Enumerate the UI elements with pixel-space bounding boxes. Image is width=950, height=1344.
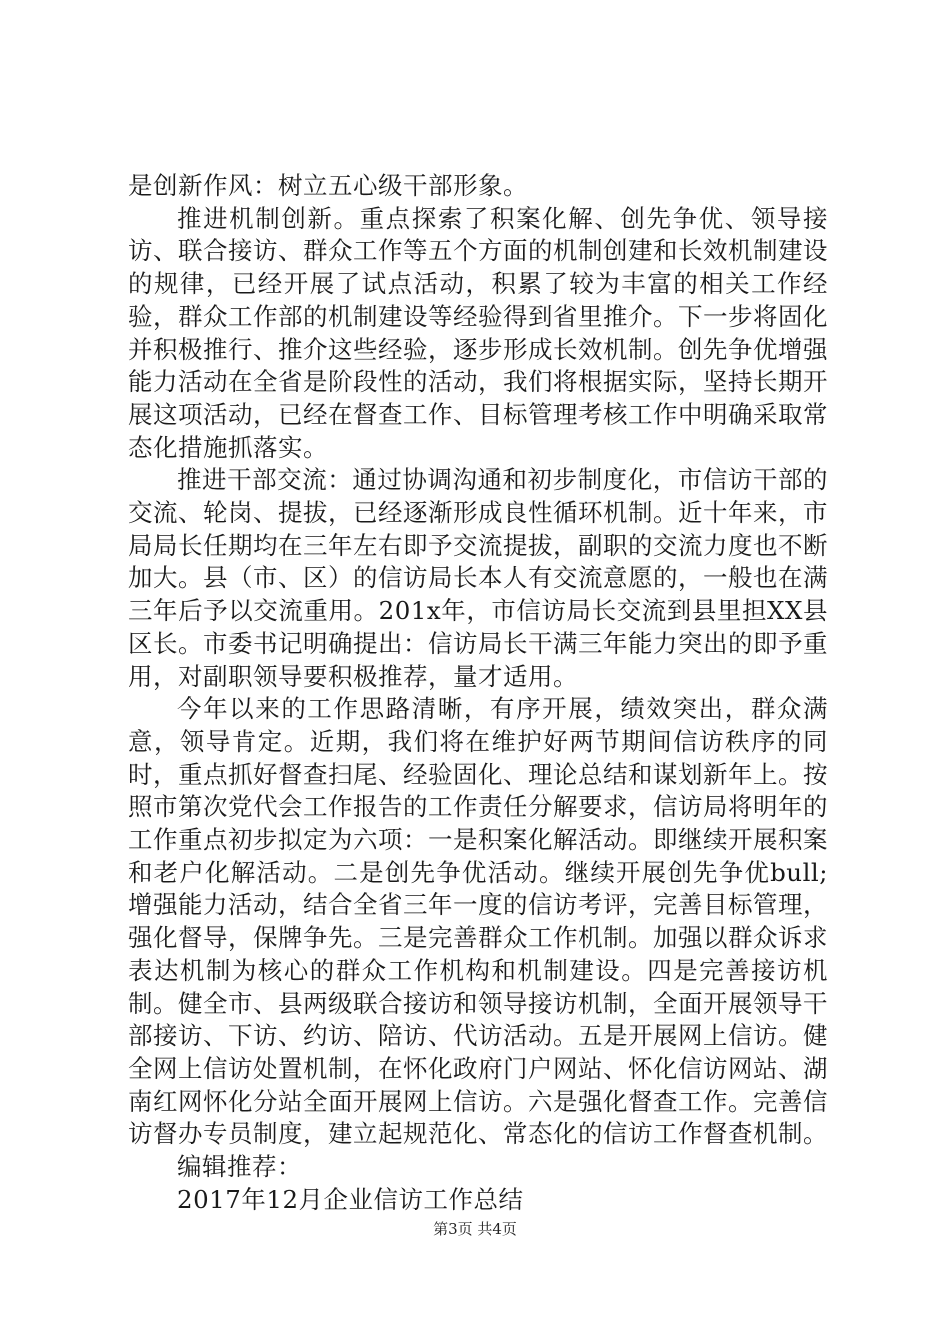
recommended-article-link[interactable]: 2017年12月企业信访工作总结 xyxy=(177,1184,524,1214)
document-body xyxy=(128,170,828,1217)
paragraph-cadre-exchange: 推进干部交流：通过协调沟通和初步制度化，市信访干部的交流、轮岗、提拔，已经逐渐形成良性循环机制。近十年来，市局局长任期均在三年左右即予交流提拔，副职的交流力度也不断加大。县（市、区）的信访局长本人有交流意愿的，一般也在满三年后予以交流重用。201x年，市信访局长交流到县里担XX县区长。市委书记明确提出：信访局长干满三年能力突出的即予重用，对副职领导要积极推荐，量才适用。 xyxy=(128,465,828,691)
paragraph-continuation: 是创新作风：树立五心级干部形象。 xyxy=(128,171,528,200)
editor-recommend-label: 编辑推荐： xyxy=(177,1152,302,1182)
paragraph-work-plan: 今年以来的工作思路清晰，有序开展，绩效突出，群众满意，领导肯定。近期，我们将在维护好两节期间信访秩序的同时，重点抓好督查扫尾、经验固化、理论总结和谋划新年上。按照市第次党代会工作报告的工作责任分解要求，信访局将明年的工作重点初步拟定为六项：一是积案化解活动。即继续开展积案和老户化解活动。二是创先争优活动。继续开展创先争优bull;增强能力活动，结合全省三年一度的信访考评，完善目标管理，强化督导，保牌争先。三是完善群众工作机制。加强以群众诉求表达机制为核心的群众工作机构和机制建设。四是完善接访机制。健全市、县两级联合接访和领导接访机制，全面开展领导干部接访、下访、约访、陪访、代访活动。五是开展网上信访。健全网上信访处置机制，在怀化政府门户网站、怀化信访网站、湖南红网怀化分站全面开展网上信访。六是强化督查工作。完善信访督办专员制度，建立起规范化、常态化的信访工作督查机制。 xyxy=(128,694,828,1149)
page-number-footer: 第3页 共4页 xyxy=(433,1220,517,1238)
paragraph-mechanism-innovation: 推进机制创新。重点探索了积案化解、创先争优、领导接访、联合接访、群众工作等五个方面的机制创建和长效机制建设的规律，已经开展了试点活动，积累了较为丰富的相关工作经验，群众工作部的机制建设等经验得到省里推介。下一步将固化并积极推行、推介这些经验，逐步形成长效机制。创先争优增强能力活动在全省是阶段性的活动，我们将根据实际，坚持长期开展这项活动，已经在督查工作、目标管理考核工作中明确采取常态化措施抓落实。 xyxy=(128,203,828,462)
